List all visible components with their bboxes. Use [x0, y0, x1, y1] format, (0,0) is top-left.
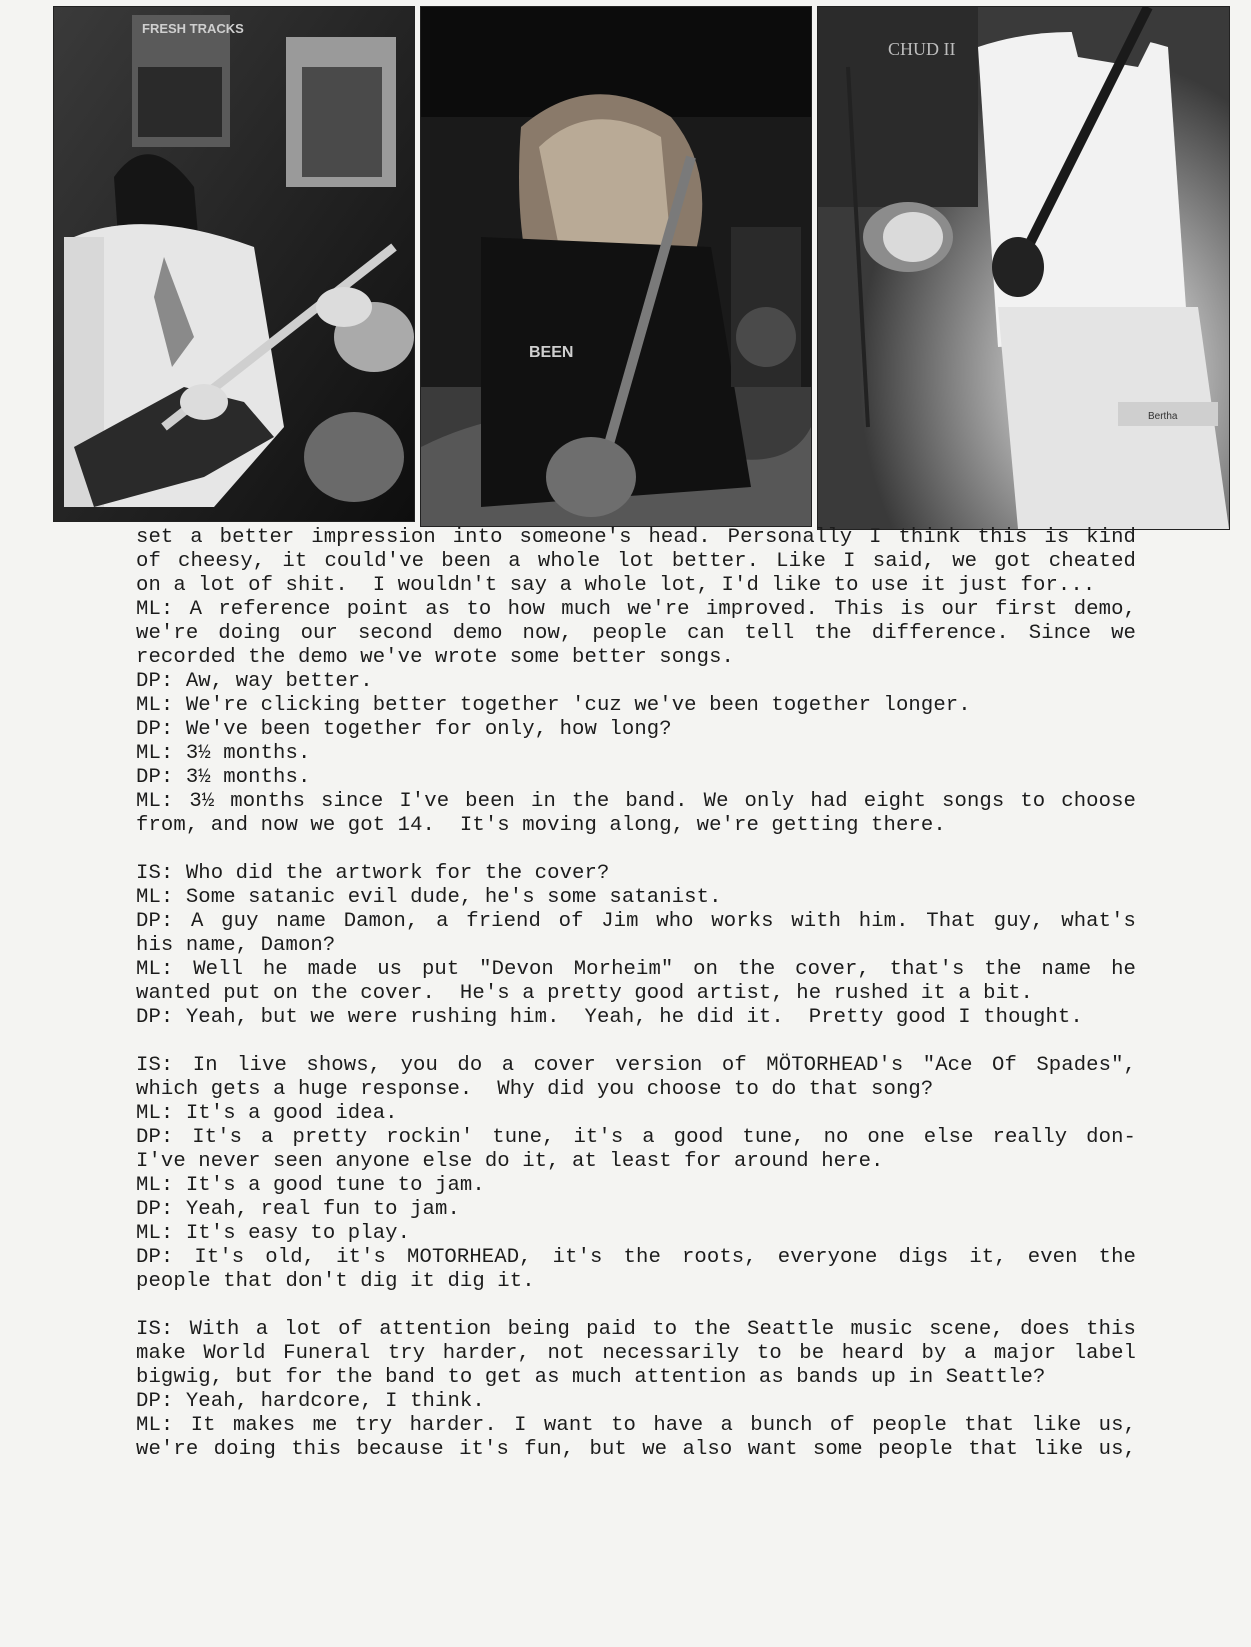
text-line: recorded the demo we've wrote some better songs. — [136, 646, 734, 669]
text-line: people that don't dig it dig it. — [136, 1270, 535, 1293]
text-line: DP: Aw, way better. — [136, 670, 373, 693]
text-line: ML: It's easy to play. — [136, 1222, 411, 1245]
band-photo-bassist — [420, 6, 812, 527]
text-line: ML: 3½ months since I've been in the band. We only had eight songs to choose — [136, 790, 1136, 813]
text-line: ML: It's a good idea. — [136, 1102, 398, 1125]
text-line: ML: 3½ months. — [136, 742, 311, 765]
text-line: which gets a huge response. Why did you choose to do that song? — [136, 1078, 934, 1101]
text-line: we're doing our second demo now, people can tell the difference. Since we — [136, 622, 1136, 645]
text-line: DP: A guy name Damon, a friend of Jim who works with him. That guy, what's — [136, 910, 1136, 933]
text-line: bigwig, but for the band to get as much attention as bands up in Seattle? — [136, 1366, 1046, 1389]
text-line: ML: We're clicking better together 'cuz we've been together longer. — [136, 694, 971, 717]
text-line: DP: Yeah, hardcore, I think. — [136, 1390, 485, 1413]
paragraph-gap — [136, 1030, 1136, 1054]
text-line: DP: Yeah, real fun to jam. — [136, 1198, 460, 1221]
text-line: ML: Some satanic evil dude, he's some satanist. — [136, 886, 722, 909]
amp-label: Bertha — [1148, 411, 1178, 422]
text-line: DP: We've been together for only, how long? — [136, 718, 672, 741]
text-line: IS: Who did the artwork for the cover? — [136, 862, 610, 885]
text-line: IS: With a lot of attention being paid to the Seattle music scene, does this — [136, 1318, 1136, 1341]
text-line: IS: In live shows, you do a cover version of MÖTORHEAD's "Ace Of Spades", — [136, 1054, 1136, 1077]
text-line: DP: 3½ months. — [136, 766, 311, 789]
text-line: ML: It makes me try harder. I want to have a bunch of people that like us, — [136, 1414, 1136, 1437]
text-line: DP: Yeah, but we were rushing him. Yeah, he did it. Pretty good I thought. — [136, 1006, 1083, 1029]
text-line: DP: It's old, it's MOTORHEAD, it's the roots, everyone digs it, even the — [136, 1246, 1136, 1269]
text-line: set a better impression into someone's head. Personally I think this is kind — [136, 526, 1136, 549]
text-line: ML: It's a good tune to jam. — [136, 1174, 485, 1197]
paragraph-gap — [136, 838, 1136, 862]
poster-text: CHUD II — [888, 39, 956, 59]
text-line: make World Funeral try harder, not necessarily to be heard by a major label — [136, 1342, 1136, 1365]
shirt-text: BEEN — [529, 344, 574, 361]
text-line: ML: Well he made us put "Devon Morheim" on the cover, that's the name he — [136, 958, 1136, 981]
poster-text: FRESH TRACKS — [142, 21, 244, 36]
text-line: I've never seen anyone else do it, at least for around here. — [136, 1150, 884, 1173]
band-photo-guitarist-2 — [817, 6, 1230, 530]
band-photo-guitarist — [53, 6, 415, 522]
photo-strip — [53, 6, 1228, 528]
text-line: ML: A reference point as to how much we're improved. This is our first demo, — [136, 598, 1136, 621]
text-line: of cheesy, it could've been a whole lot better. Like I said, we got cheated — [136, 550, 1136, 573]
text-line: his name, Damon? — [136, 934, 336, 957]
paragraph-gap — [136, 1294, 1136, 1318]
text-line: we're doing this because it's fun, but we also want some people that like us, — [136, 1438, 1136, 1461]
interview-text — [136, 526, 1136, 1462]
text-line: wanted put on the cover. He's a pretty good artist, he rushed it a bit. — [136, 982, 1033, 1005]
text-line: DP: It's a pretty rockin' tune, it's a good tune, no one else really don- — [136, 1126, 1136, 1149]
text-line: on a lot of shit. I wouldn't say a whole lot, I'd like to use it just for... — [136, 574, 1096, 597]
text-line: from, and now we got 14. It's moving along, we're getting there. — [136, 814, 946, 837]
